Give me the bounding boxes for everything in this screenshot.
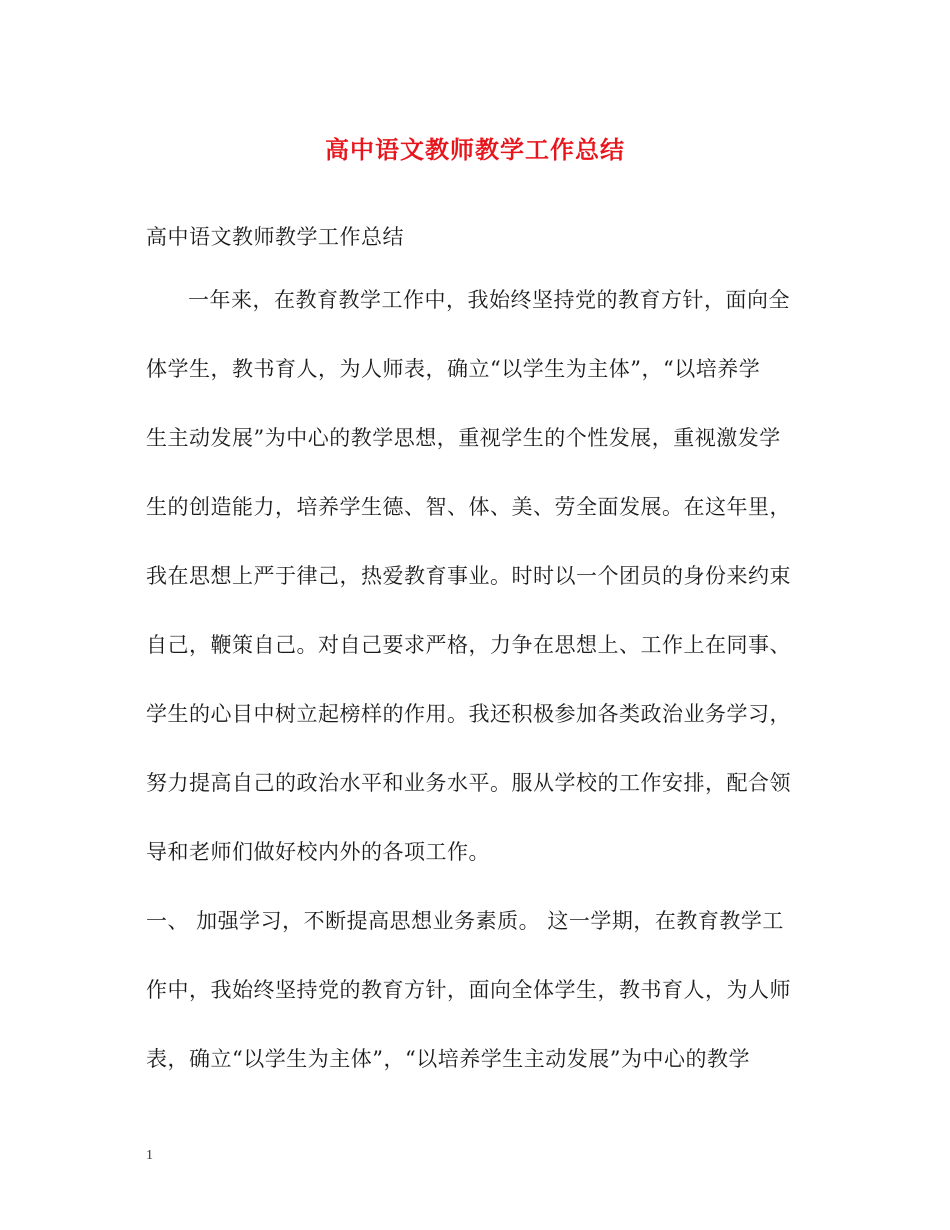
paragraph-line: 作中，我始终坚持党的教育方针，面向全体学生，教书育人，为人师 <box>146 978 791 1002</box>
paragraph-line: 自己，鞭策自己。对自己要求严格，力争在思想上、工作上在同事、 <box>146 633 791 657</box>
paragraph-line: 导和老师们做好校内外的各项工作。 <box>146 840 490 864</box>
paragraph-line: 我在思想上严于律己，热爱教育事业。时时以一个团员的身份来约束 <box>146 564 791 588</box>
section-heading-line: 一、 加强学习，不断提高思想业务素质。 这一学期，在教育教学工 <box>146 909 784 933</box>
document-subtitle: 高中语文教师教学工作总结 <box>146 225 404 249</box>
paragraph-line: 体学生，教书育人，为人师表，确立“以学生为主体”，“以培养学 <box>146 357 761 381</box>
document-title: 高中语文教师教学工作总结 <box>325 135 625 164</box>
paragraph-line: 生主动发展”为中心的教学思想，重视学生的个性发展，重视激发学 <box>146 426 781 450</box>
paragraph-line: 表，确立“以学生为主体”，“以培养学生主动发展”为中心的教学 <box>146 1047 750 1071</box>
paragraph-line: 学生的心目中树立起榜样的作用。我还积极参加各类政治业务学习， <box>146 702 791 726</box>
page-number: 1 <box>146 1148 153 1163</box>
paragraph-line: 生的创造能力，培养学生德、智、体、美、劳全面发展。在这年里， <box>146 495 791 519</box>
paragraph-line: 努力提高自己的政治水平和业务水平。服从学校的工作安排，配合领 <box>146 771 791 795</box>
paragraph-line: 一年来，在教育教学工作中，我始终坚持党的教育方针，面向全 <box>188 288 790 312</box>
